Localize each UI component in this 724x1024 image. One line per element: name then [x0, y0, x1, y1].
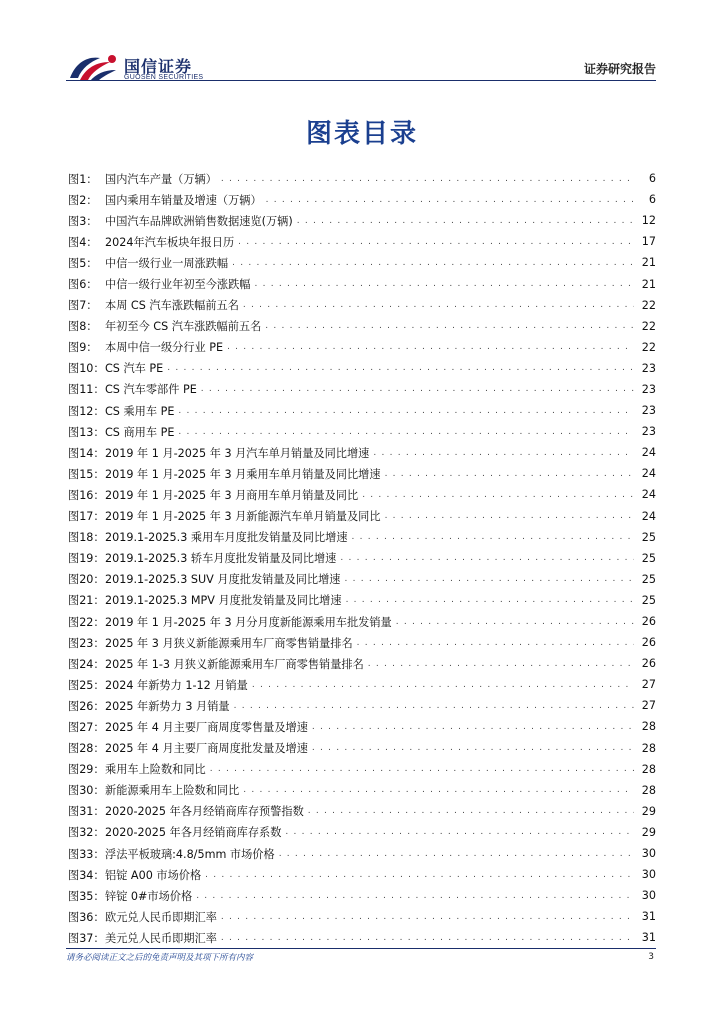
toc-row[interactable] — [68, 548, 656, 569]
toc-figure-number: 图3： — [68, 214, 98, 228]
toc-row[interactable] — [68, 632, 656, 653]
toc-page-number: 12 — [641, 214, 656, 228]
toc-page-number: 27 — [641, 699, 656, 713]
toc-figure-title: 2019 年 1 月-2025 年 3 月汽车单月销量及同比增速 — [105, 446, 370, 460]
toc-page-number: 22 — [641, 319, 656, 333]
toc-page-number: 29 — [641, 804, 656, 818]
toc-figure-title: 2019.1-2025.3 MPV 月度批发销量及同比增速 — [105, 594, 342, 608]
toc-leader-dots — [346, 595, 634, 605]
logo-chinese-text: 国信证券 — [124, 57, 193, 76]
page-title: 图表目录 — [305, 119, 418, 149]
toc-leader-dots — [167, 363, 634, 373]
toc-row[interactable] — [68, 653, 656, 674]
toc-row[interactable] — [68, 864, 656, 885]
toc-figure-number: 图1： — [68, 172, 98, 186]
toc-leader-dots — [357, 638, 634, 648]
toc-figure-number: 图33： — [68, 847, 105, 861]
toc-figure-title: 2019 年 1 月-2025 年 3 月乘用车单月销量及同比增速 — [105, 467, 381, 481]
toc-leader-dots — [232, 258, 634, 268]
toc-figure-number: 图21： — [68, 594, 105, 608]
toc-leader-dots — [285, 827, 634, 837]
toc-leader-dots — [385, 511, 634, 521]
toc-page-number: 26 — [641, 636, 656, 650]
toc-figure-number: 图9： — [68, 341, 98, 355]
toc-figure-title: 国内乘用车销量及增速（万辆） — [105, 193, 262, 207]
toc-leader-dots — [201, 384, 634, 394]
toc-figure-number: 图36： — [68, 910, 105, 924]
toc-page-number: 26 — [641, 615, 656, 629]
toc-row[interactable] — [68, 295, 656, 316]
toc-figure-number: 图29： — [68, 763, 105, 777]
toc-figure-number: 图6： — [68, 278, 98, 292]
toc-figure-number: 图37： — [68, 931, 105, 945]
toc-leader-dots — [368, 659, 634, 669]
toc-page-number: 6 — [648, 172, 656, 186]
toc-figure-number: 图19： — [68, 552, 105, 566]
toc-row[interactable] — [68, 421, 656, 442]
toc-page-number: 21 — [641, 277, 656, 291]
toc-figure-number: 图14： — [68, 446, 105, 460]
toc-leader-dots — [352, 532, 634, 542]
toc-figure-number: 图13： — [68, 425, 105, 439]
toc-row[interactable] — [68, 927, 656, 948]
toc-figure-title: CS 商用车 PE — [105, 425, 175, 439]
toc-leader-dots — [396, 617, 634, 627]
toc-figure-title: 2024 年新势力 1-12 月销量 — [105, 678, 248, 692]
toc-page-number: 24 — [641, 446, 656, 460]
toc-row[interactable] — [68, 337, 656, 358]
toc-figure-title: 本周 CS 汽车涨跌幅前五名 — [105, 299, 239, 313]
toc-figure-title: 乘用车上险数和同比 — [105, 763, 206, 777]
toc-leader-dots — [362, 490, 634, 500]
toc-page-number: 28 — [641, 741, 656, 755]
toc-row[interactable] — [68, 506, 656, 527]
footer-page-number: 3 — [648, 952, 654, 962]
toc-figure-number: 图7： — [68, 299, 98, 313]
toc-figure-title: 2025 年 1-3 月狭义新能源乘用车厂商零售销量排名 — [105, 657, 364, 671]
toc-figure-number: 图10： — [68, 362, 105, 376]
toc-figure-number: 图17： — [68, 510, 105, 524]
toc-row[interactable] — [68, 822, 656, 843]
toc-page-number: 25 — [641, 530, 656, 544]
toc-figure-title: 锌锭 0#市场价格 — [105, 889, 193, 903]
toc-figure-title: CS 乘用车 PE — [105, 404, 175, 418]
toc-page-number: 26 — [641, 657, 656, 671]
toc-row[interactable] — [68, 569, 656, 590]
toc-page-number: 22 — [641, 298, 656, 312]
toc-figure-title: 铝锭 A00 市场价格 — [105, 868, 202, 882]
toc-row[interactable] — [68, 611, 656, 632]
toc-figure-title: CS 汽车 PE — [105, 362, 164, 376]
toc-figure-title: 美元兑人民币即期汇率 — [105, 931, 217, 945]
toc-row[interactable] — [68, 843, 656, 864]
toc-page-number: 17 — [641, 235, 656, 249]
toc-leader-dots — [344, 574, 634, 584]
toc-page-number: 30 — [641, 889, 656, 903]
toc-figure-title: 国内汽车产量（万辆） — [105, 172, 217, 186]
footer-disclaimer: 请务必阅读正文之后的免责声明及其项下所有内容 — [66, 953, 254, 963]
toc-figure-number: 图28： — [68, 742, 105, 756]
toc-row[interactable] — [68, 379, 656, 400]
toc-leader-dots — [340, 553, 634, 563]
toc-leader-dots — [243, 785, 634, 795]
toc-page-number: 31 — [641, 931, 656, 945]
toc-leader-dots — [252, 680, 634, 690]
toc-leader-dots — [210, 764, 634, 774]
toc-figure-title: 2025 年 4 月主要厂商周度批发量及增速 — [105, 742, 308, 756]
toc-row[interactable] — [68, 316, 656, 337]
toc-figure-number: 图27： — [68, 720, 105, 734]
toc-figure-title: 本周中信一级分行业 PE — [105, 341, 224, 355]
toc-figure-title: 2020-2025 年各月经销商库存预警指数 — [105, 805, 304, 819]
toc-row[interactable] — [68, 801, 656, 822]
toc-row[interactable] — [68, 590, 656, 611]
toc-page-number: 24 — [641, 467, 656, 481]
toc-page-number: 22 — [641, 340, 656, 354]
toc-row[interactable] — [68, 252, 656, 273]
toc-row[interactable] — [68, 231, 656, 252]
logo-english-text: GUOSEN SECURITIES — [124, 74, 204, 81]
toc-row[interactable] — [68, 189, 656, 210]
toc-page-number: 31 — [641, 910, 656, 924]
toc-figure-number: 图15： — [68, 467, 105, 481]
toc-figure-number: 图5： — [68, 256, 98, 270]
toc-row[interactable] — [68, 780, 656, 801]
header-divider — [66, 80, 656, 81]
toc-figure-title: 2019.1-2025.3 乘用车月度批发销量及同比增速 — [105, 531, 348, 545]
toc-figure-number: 图11： — [68, 383, 105, 397]
toc-leader-dots — [312, 722, 634, 732]
toc-page-number: 6 — [648, 193, 656, 207]
toc-figure-title: 新能源乘用车上险数和同比 — [105, 784, 240, 798]
toc-leader-dots — [297, 216, 634, 226]
toc-row[interactable] — [68, 885, 656, 906]
toc-figure-number: 图18： — [68, 531, 105, 545]
toc-figure-title: 2019 年 1 月-2025 年 3 月商用车单月销量及同比 — [105, 488, 359, 502]
toc-leader-dots — [312, 743, 634, 753]
toc-leader-dots — [243, 300, 634, 310]
toc-figure-title: 2019 年 1 月-2025 年 3 月分月度新能源乘用车批发销量 — [105, 615, 392, 629]
toc-row[interactable] — [68, 674, 656, 695]
report-type-label: 证券研究报告 — [583, 62, 656, 76]
toc-row[interactable] — [68, 759, 656, 780]
toc-leader-dots — [221, 933, 634, 943]
toc-row[interactable] — [68, 906, 656, 927]
toc-figure-title: 浮法平板玻璃:4.8/5mm 市场价格 — [105, 847, 275, 861]
toc-figure-title: 2019 年 1 月-2025 年 3 月新能源汽车单月销量及同比 — [105, 510, 381, 524]
toc-page-number: 28 — [641, 720, 656, 734]
toc-figure-title: 中信一级行业一周涨跌幅 — [105, 256, 229, 270]
toc-leader-dots — [308, 806, 634, 816]
toc-page-number: 30 — [641, 868, 656, 882]
toc-leader-dots — [234, 701, 634, 711]
toc-figure-title: 2025 年 3 月狭义新能源乘用车厂商零售销量排名 — [105, 636, 353, 650]
toc-leader-dots — [238, 237, 634, 247]
toc-leader-dots — [227, 342, 634, 352]
toc-row[interactable] — [68, 527, 656, 548]
toc-leader-dots — [265, 321, 634, 331]
toc-page-number: 23 — [641, 425, 656, 439]
toc-leader-dots — [266, 195, 634, 205]
toc-page-number: 24 — [641, 488, 656, 502]
toc-page-number: 29 — [641, 825, 656, 839]
toc-figure-number: 图8： — [68, 320, 98, 334]
toc-row[interactable] — [68, 210, 656, 231]
toc-figure-number: 图34： — [68, 868, 105, 882]
toc-figure-number: 图4： — [68, 235, 98, 249]
toc-page-number: 21 — [641, 256, 656, 270]
toc-figure-title: 2019.1-2025.3 轿车月度批发销量及同比增速 — [105, 552, 337, 566]
toc-figure-title: 中信一级行业年初至今涨跌幅 — [105, 278, 251, 292]
toc-page-number: 25 — [641, 551, 656, 565]
toc-figure-title: 2020-2025 年各月经销商库存系数 — [105, 826, 282, 840]
toc-leader-dots — [385, 469, 634, 479]
toc-figure-number: 图16： — [68, 488, 105, 502]
toc-leader-dots — [178, 406, 634, 416]
toc-figure-number: 图26： — [68, 699, 105, 713]
toc-leader-dots — [221, 174, 634, 184]
toc-figure-number: 图35： — [68, 889, 105, 903]
toc-leader-dots — [196, 891, 634, 901]
toc-figure-number: 图30： — [68, 784, 105, 798]
toc-figure-title: 中国汽车品牌欧洲销售数据速览(万辆) — [105, 214, 293, 228]
toc-figure-number: 图23： — [68, 636, 105, 650]
toc-figure-title: 2025 年新势力 3 月销量 — [105, 699, 230, 713]
toc-figure-number: 图12： — [68, 404, 105, 418]
toc-figure-number: 图25： — [68, 678, 105, 692]
toc-figure-title: 年初至今 CS 汽车涨跌幅前五名 — [105, 320, 262, 334]
toc-row[interactable] — [68, 168, 656, 189]
toc-leader-dots — [205, 870, 634, 880]
toc-row[interactable] — [68, 358, 656, 379]
toc-figure-number: 图2： — [68, 193, 98, 207]
toc-figure-number: 图20： — [68, 573, 105, 587]
toc-page-number: 23 — [641, 382, 656, 396]
toc-figure-title: 欧元兑人民币即期汇率 — [105, 910, 217, 924]
toc-page-number: 25 — [641, 593, 656, 607]
toc-figure-number: 图32： — [68, 826, 105, 840]
toc-leader-dots — [254, 279, 634, 289]
toc-row[interactable] — [68, 738, 656, 759]
toc-row[interactable] — [68, 463, 656, 484]
toc-page-number: 27 — [641, 678, 656, 692]
toc-figure-number: 图24： — [68, 657, 105, 671]
toc-row[interactable] — [68, 442, 656, 463]
toc-page-number: 30 — [641, 847, 656, 861]
toc-figure-title: 2024年汽车板块年报日历 — [105, 235, 235, 249]
toc-row[interactable] — [68, 484, 656, 505]
toc-leader-dots — [178, 427, 634, 437]
figure-toc-list — [68, 168, 656, 948]
footer-divider — [66, 948, 656, 949]
toc-figure-number: 图31： — [68, 805, 105, 819]
toc-figure-title: 2025 年 4 月主要厂商周度零售量及增速 — [105, 720, 308, 734]
toc-row[interactable] — [68, 400, 656, 421]
toc-page-number: 28 — [641, 762, 656, 776]
toc-leader-dots — [221, 912, 634, 922]
toc-figure-title: CS 汽车零部件 PE — [105, 383, 197, 397]
toc-page-number: 23 — [641, 404, 656, 418]
toc-row[interactable] — [68, 695, 656, 716]
page-header — [0, 0, 724, 86]
toc-figure-number: 图22： — [68, 615, 105, 629]
toc-page-number: 24 — [641, 509, 656, 523]
toc-figure-title: 2019.1-2025.3 SUV 月度批发销量及同比增速 — [105, 573, 341, 587]
toc-page-number: 23 — [641, 361, 656, 375]
toc-leader-dots — [373, 448, 634, 458]
toc-row[interactable] — [68, 273, 656, 294]
toc-leader-dots — [279, 849, 634, 859]
toc-page-number: 28 — [641, 783, 656, 797]
toc-page-number: 25 — [641, 572, 656, 586]
toc-row[interactable] — [68, 716, 656, 737]
